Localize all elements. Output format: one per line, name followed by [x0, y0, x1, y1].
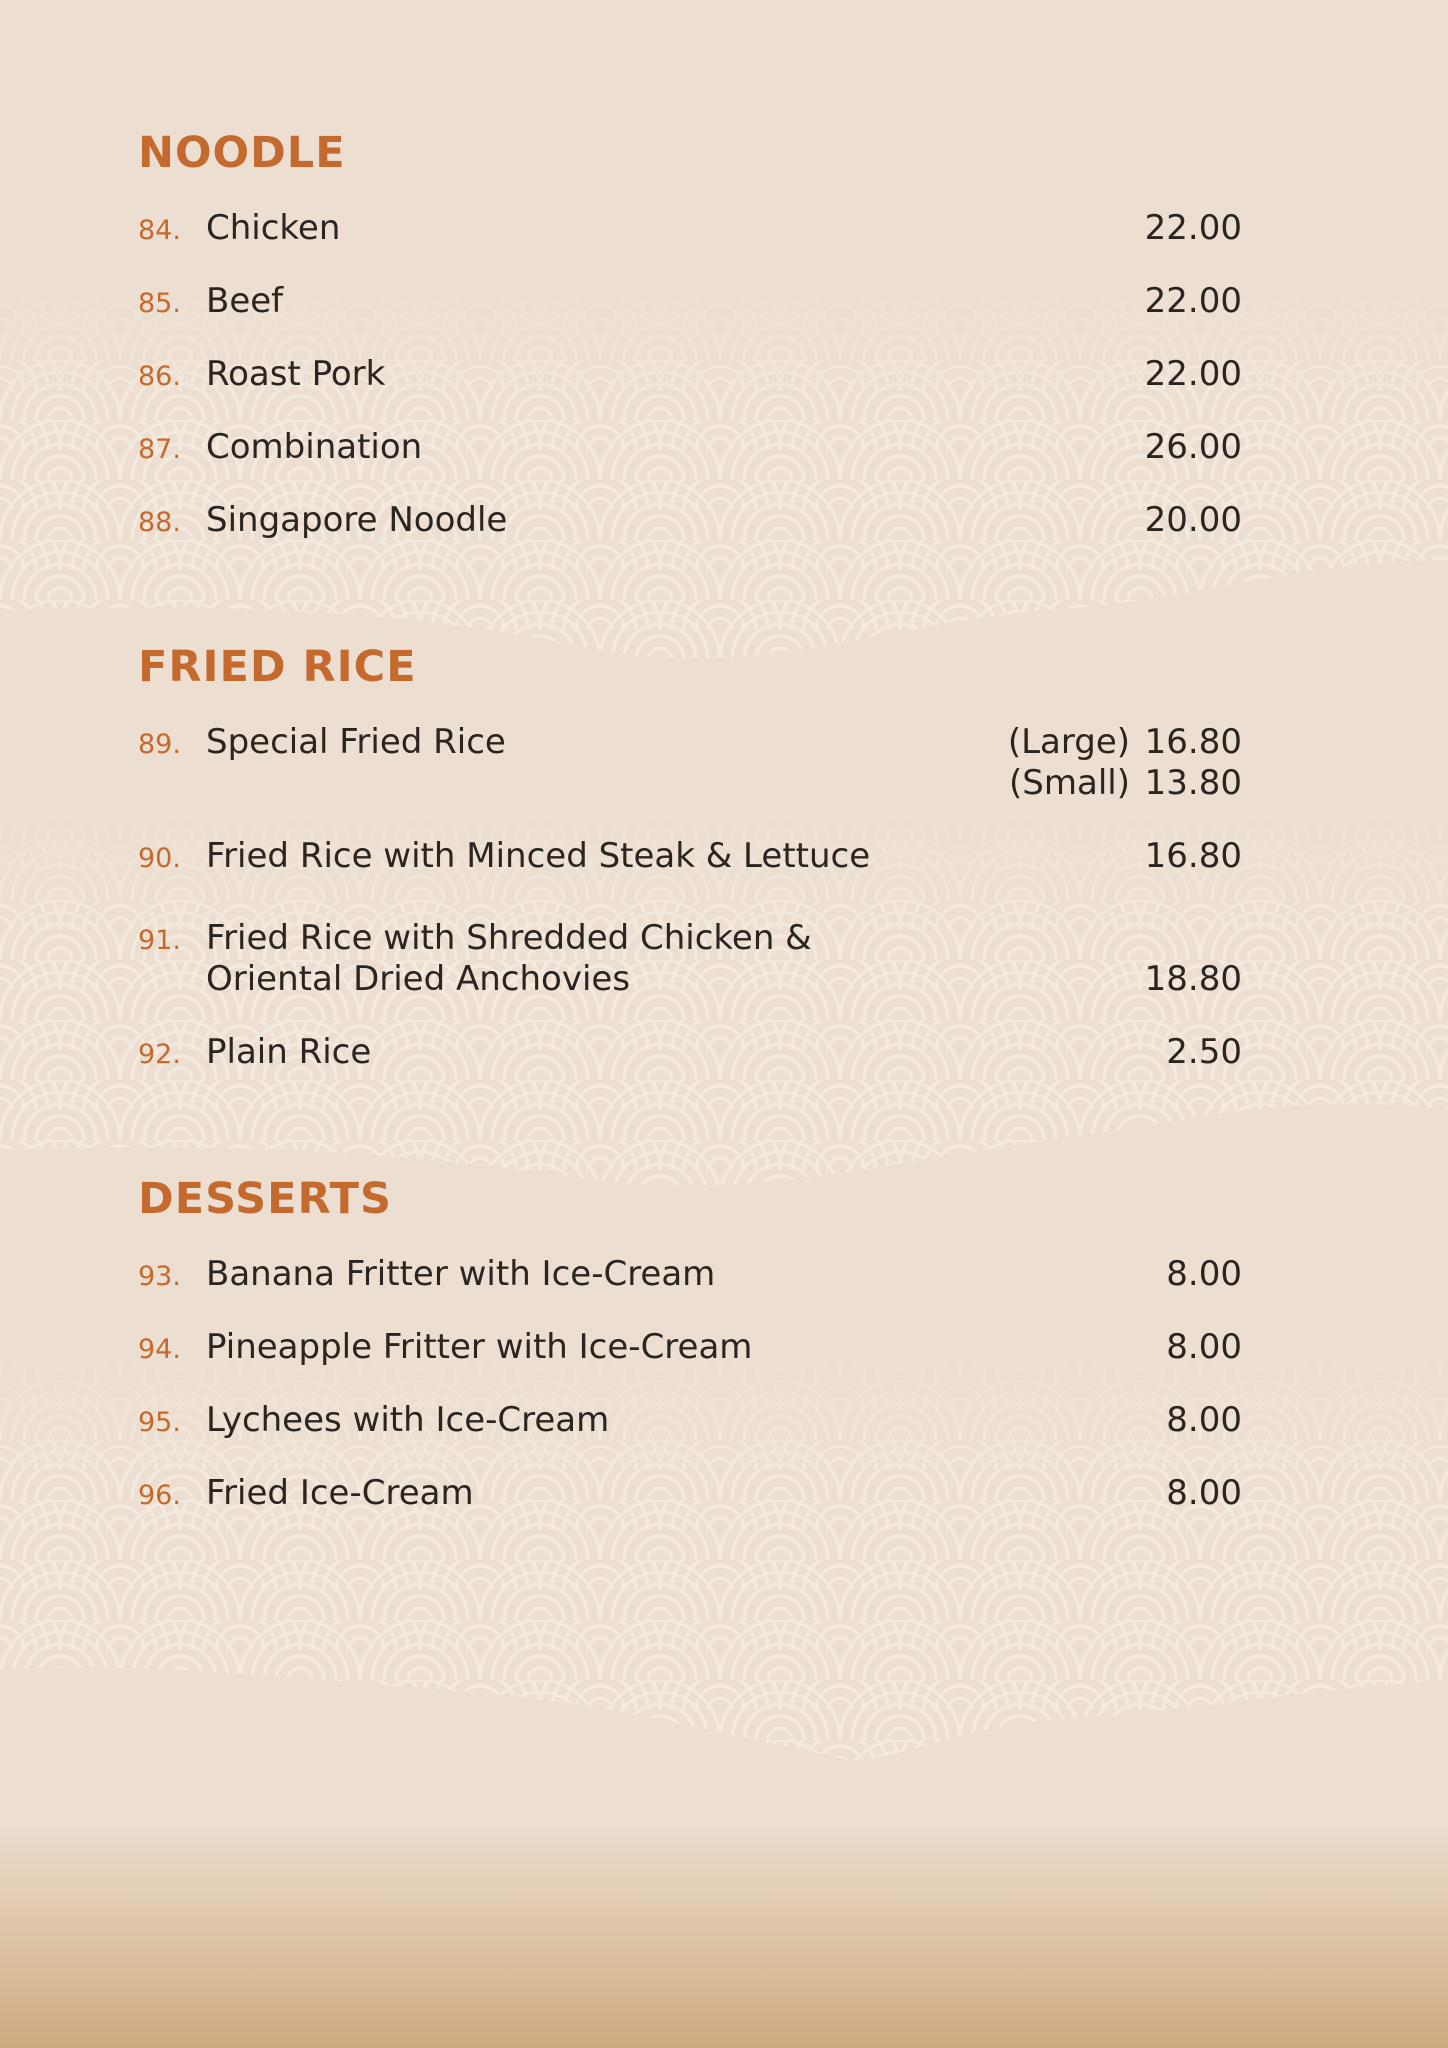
item-number: 94. — [138, 1334, 181, 1365]
item-name: Lychees with Ice-Cream — [206, 1400, 610, 1440]
section-heading-desserts: DESSERTS — [138, 1174, 392, 1224]
item-number: 95. — [138, 1407, 181, 1438]
item-number: 90. — [138, 843, 181, 874]
item-price: 8.00 — [1166, 1400, 1242, 1440]
item-number: 96. — [138, 1480, 181, 1511]
section-heading-fried-rice: FRIED RICE — [138, 642, 417, 692]
item-number: 89. — [138, 729, 181, 760]
item-price: 8.00 — [1166, 1254, 1242, 1294]
desserts-section — [138, 1174, 1242, 1513]
item-price: 22.00 — [1144, 281, 1242, 321]
size-label-small: (Small) — [1009, 763, 1130, 803]
item-name: Roast Pork — [206, 354, 386, 394]
item-price: 8.00 — [1166, 1473, 1242, 1513]
item-name: Banana Fritter with Ice-Cream — [206, 1254, 716, 1294]
item-name: Plain Rice — [206, 1032, 372, 1072]
item-name: Combination — [206, 427, 423, 467]
item-number: 85. — [138, 288, 181, 319]
size-label-large: (Large) — [1007, 722, 1130, 762]
item-number: 86. — [138, 361, 181, 392]
item-number: 91. — [138, 925, 181, 956]
item-name-line1: Fried Rice with Shredded Chicken & — [206, 918, 812, 958]
item-price-large: 16.80 — [1144, 722, 1242, 762]
item-name: Beef — [206, 281, 284, 321]
item-price: 20.00 — [1144, 500, 1242, 540]
item-price: 22.00 — [1144, 208, 1242, 248]
item-number: 92. — [138, 1039, 181, 1070]
item-price: 26.00 — [1144, 427, 1242, 467]
item-name: Special Fried Rice — [206, 722, 506, 762]
item-name-line2: Oriental Dried Anchovies — [206, 959, 631, 999]
fried-rice-section — [138, 642, 1242, 1072]
noodle-section — [138, 128, 1242, 540]
item-number: 84. — [138, 215, 181, 246]
item-name: Fried Rice with Minced Steak & Lettuce — [206, 836, 871, 876]
item-number: 88. — [138, 507, 181, 538]
section-heading-noodle: NOODLE — [138, 128, 346, 178]
item-price: 2.50 — [1166, 1032, 1242, 1072]
item-name: Pineapple Fritter with Ice-Cream — [206, 1327, 753, 1367]
item-name: Fried Ice-Cream — [206, 1473, 474, 1513]
bottom-gradient-band — [0, 1818, 1448, 2048]
item-price-small: 13.80 — [1144, 763, 1242, 803]
item-price: 8.00 — [1166, 1327, 1242, 1367]
item-name: Singapore Noodle — [206, 500, 508, 540]
item-number: 87. — [138, 434, 181, 465]
item-price: 22.00 — [1144, 354, 1242, 394]
item-name: Chicken — [206, 208, 341, 248]
item-price: 16.80 — [1144, 836, 1242, 876]
item-price: 18.80 — [1144, 959, 1242, 999]
item-number: 93. — [138, 1261, 181, 1292]
